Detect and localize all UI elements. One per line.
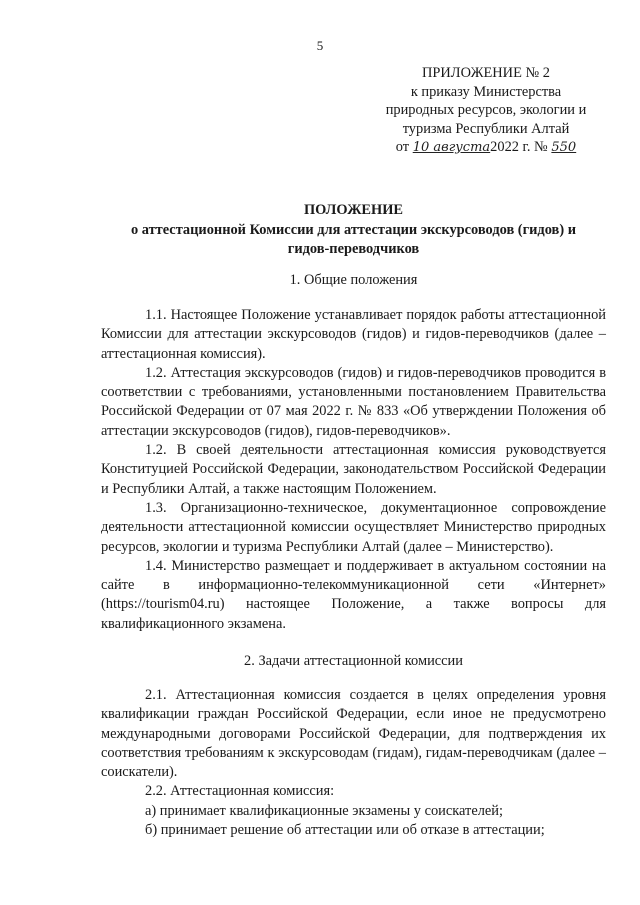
appendix-line-order: к приказу Министерства: [410, 83, 562, 100]
section-1-body: [101, 306, 606, 634]
section-2-body: [101, 686, 606, 840]
handwritten-number: 550: [551, 140, 577, 155]
title-heading: ПОЛОЖЕНИЕ: [303, 202, 404, 218]
appendix-title: ПРИЛОЖЕНИЕ № 2: [422, 65, 550, 81]
paragraph-2-2: 2.2. Аттестационная комиссия:: [145, 783, 335, 800]
paragraph-1-2: 1.2. Аттестация экскурсоводов (гидов) и гидов-переводчиков проводится в соответствии с требованиями, установленными постановлением Правительства Российской Федерации от 07 мая 2022 г. № 833 «Об утверждении Положения об аттестации экскурсоводов (гидов), гидов-переводчиков».: [101, 364, 606, 439]
paragraph-1-1: 1.1. Настоящее Положение устанавливает порядок работы аттестационной Комиссии для аттестации экскурсоводов (гидов) и гидов-переводчиков (далее – аттестационная комиссия).: [101, 307, 606, 362]
document-title: [101, 201, 606, 260]
appendix-date-line: [366, 138, 606, 158]
paragraph-1-4: 1.4. Министерство размещает и поддерживает в актуальном состоянии на сайте в информационно-телекоммуникационной сети «Интернет» (https://tourism04.ru) настоящее Положение, а также вопросы для квалификационного экзамена.: [101, 557, 606, 632]
section-1-heading: 1. Общие положения: [289, 272, 418, 288]
handwritten-date: 10 августа: [412, 140, 491, 155]
date-suffix: 2022 г. №: [490, 139, 548, 155]
appendix-header: [366, 64, 606, 158]
page-number: 5: [316, 38, 324, 53]
section-2-heading: 2. Задачи аттестационной комиссии: [244, 653, 463, 669]
appendix-line-ministry: природных ресурсов, экологии и: [385, 102, 587, 118]
paragraph-2-1: 2.1. Аттестационная комиссия создается в целях определения уровня квалификации граждан Российской Федерации, если иное не предусмотрено международными договорами Российской Федерации, для подтверждения их соответствия требованиям к экскурсоводам (гидам), гидам-переводчикам (далее – соискатели).: [101, 687, 606, 781]
list-item-a: а) принимает квалификационные экзамены у соискателей;: [145, 802, 503, 819]
paragraph-1-3: 1.3. Организационно-техническое, документационное сопровождение деятельности аттестационной комиссии осуществляет Министерство природных ресурсов, экологии и туризма Республики Алтай (далее – Министерство).: [101, 499, 606, 555]
date-prefix: от: [395, 139, 410, 155]
paragraph-1-2b: 1.2. В своей деятельности аттестационная комиссия руководствуется Конституцией Российской Федерации, законодательством Российской Федерации и Республики Алтай, а также настоящим Положением.: [101, 442, 606, 497]
list-item-b: б) принимает решение об аттестации или об отказе в аттестации;: [145, 822, 545, 839]
title-subheading-1: о аттестационной Комиссии для аттестации экскурсоводов (гидов) и: [130, 221, 576, 238]
title-subheading-2: гидов-переводчиков: [287, 241, 420, 257]
appendix-line-region: туризма Республики Алтай: [402, 120, 570, 137]
